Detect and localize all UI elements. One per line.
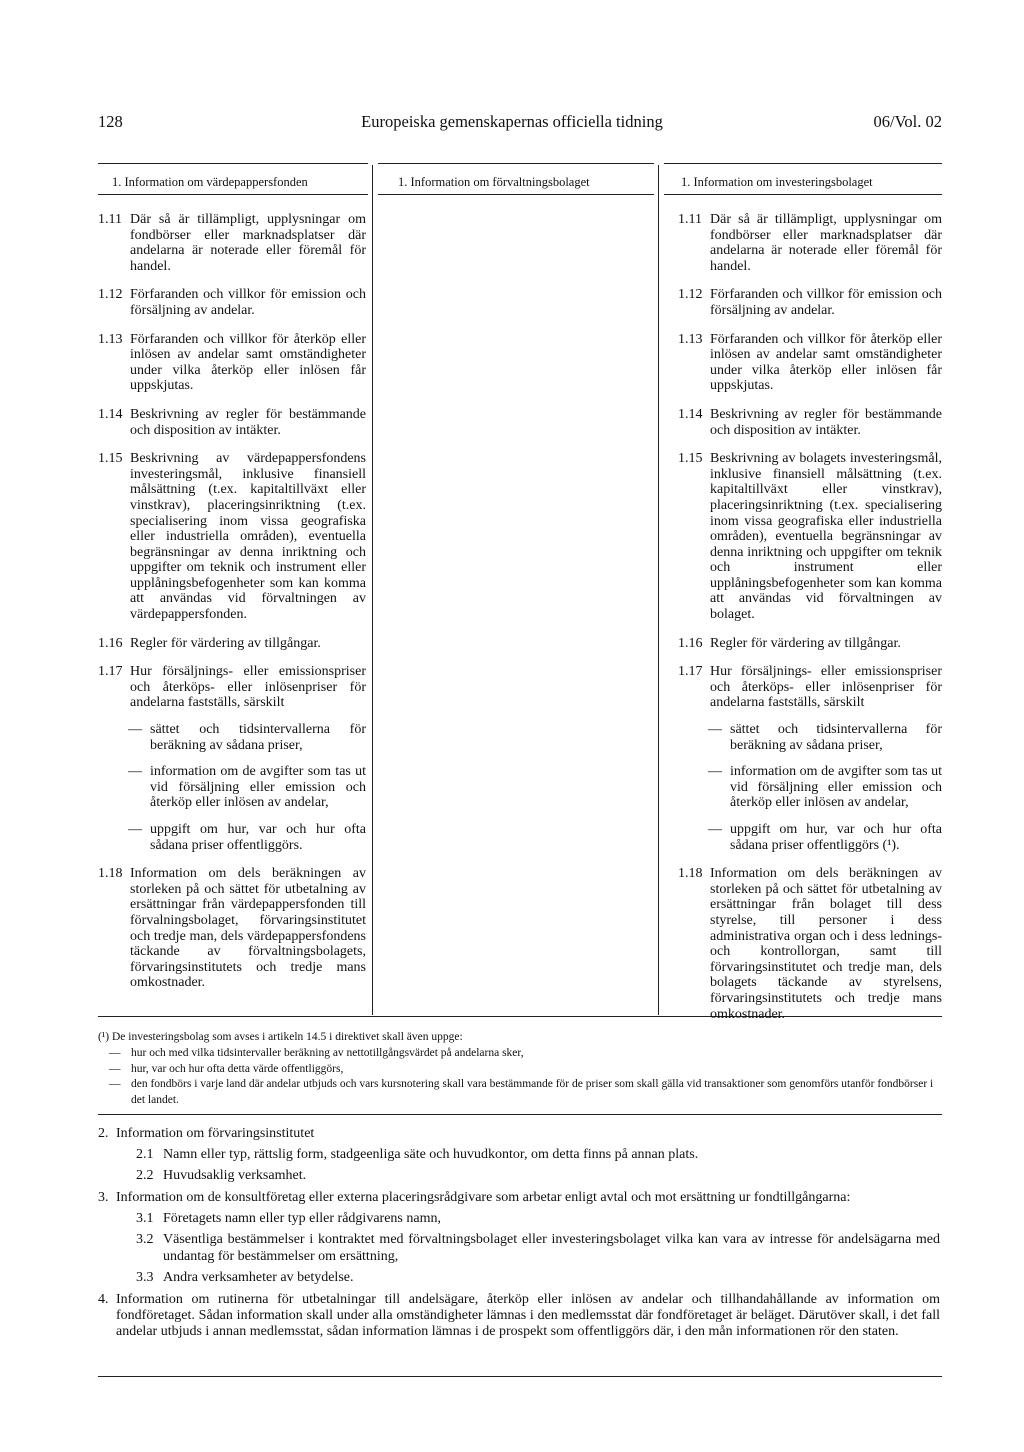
item-number: 1.16 [678, 635, 703, 651]
dash-item: — uppgift om hur, var och hur ofta sådana priser offentliggörs (¹). [710, 822, 942, 853]
section-title: Information om de konsultföretag eller externa placeringsrådgivare som arbetar enligt avtal och mot ersättning ur fondtillgångarna: [116, 1190, 851, 1206]
item-text: Information om dels beräkningen av storleken på och sättet för utbetalning av ersättningar från bolaget till dess styrelse, till personer i dess administrativa organ och i dess lednings- och kontrollorgan, samt till förvaringsinstitutet och tredje man, dels bolagets täckande av styrelsens, förvaringsinstitutets och tredje mans omkostnader. [710, 866, 942, 1022]
item-number: 1.13 [678, 331, 703, 347]
numbered-item [678, 212, 942, 274]
subsection-text: Huvudsaklig verksamhet. [163, 1168, 307, 1184]
item-text: Förfaranden och villkor för återköp eller inlösen av andelar samt omständigheter under vilka återköp eller inlösen får uppskjutas. [710, 331, 942, 394]
lower-sections [98, 1126, 940, 1346]
item-text: Regler för värdering av tillgångar. [130, 635, 321, 651]
item-text: Förfaranden och villkor för återköp eller inlösen av andelar samt omständigheter under vilka återköp eller inlösen får uppskjutas. [130, 331, 366, 394]
item-text: Förfaranden och villkor för emission och försäljning av andelar. [710, 287, 942, 318]
footnote-bottom-rule [98, 1114, 942, 1115]
column-heading-rule-middle [378, 194, 654, 195]
subsection-number: 2.2 [136, 1168, 154, 1184]
numbered-item [98, 451, 366, 623]
subsection-text: Namn eller typ, rättslig form, stadgeenliga säte och huvudkontor, om detta finns på annan plats. [163, 1147, 699, 1163]
item-number: 1.14 [678, 406, 703, 422]
numbered-item [678, 287, 942, 318]
item-number: 1.16 [98, 635, 123, 651]
right-column-heading: 1. Information om investeringsbolaget [681, 175, 873, 189]
header-rule-left [98, 163, 368, 164]
subsection-text: Väsentliga bestämmelser i kontraktet med förvaltningsbolaget eller investeringsbolaget vilka kan vara av intresse för andelsägarna med undantag för bestämmelser om ersättning, [163, 1232, 940, 1264]
section-number: 4. [98, 1291, 109, 1307]
journal-title: Europeiska gemenskapernas officiella tidning [361, 112, 663, 131]
item-text: Hur försäljnings- eller emissionspriser och återköps- eller inlösenpriser för andelarna fastställs, särskilt [710, 664, 942, 711]
numbered-item [678, 636, 942, 652]
footnote [98, 1030, 940, 1109]
section [98, 1126, 940, 1184]
item-number: 1.11 [678, 212, 702, 227]
section [98, 1292, 940, 1340]
column-heading-rule-left [98, 194, 368, 195]
subsection-text: Andra verksamheter av betydelse. [163, 1269, 354, 1285]
item-text: Där så är tillämpligt, upplysningar om fondbörser eller marknadsplatser där andelarna är noterade eller föremål för handel. [710, 212, 942, 274]
section-title: Information om rutinerna för utbetalningar till andelsägare, återköp eller inlösen av andelar och tillhandahållande av information om fondföretaget. Sådan information skall under alla omständigheter lämnas i den medlemsstat där fondföretaget är beläget. Därutöver skall, i det fall andelar utbjuds i annan medlemsstat, sådan information lämnas i de prospekt som offentliggörs där, i den mån informationen rör den staten. [116, 1291, 940, 1339]
item-text: Beskrivning av regler för bestämmande och disposition av intäkter. [130, 406, 366, 438]
numbered-item [98, 407, 366, 438]
volume-reference: 06/Vol. 02 [873, 112, 942, 131]
section-title: Information om förvaringsinstitutet [116, 1126, 315, 1141]
item-number: 1.18 [678, 866, 703, 882]
footnote-item: — hur, var och hur ofta detta värde offentliggörs, [109, 1062, 940, 1078]
column-divider-left [372, 165, 373, 1015]
item-text: Beskrivning av värdepappersfondens investeringsmål, inklusive finansiell målsättning (t.ex. kapitaltillväxt eller vinstkrav), placeringsinriktning (t.ex. specialisering inom vissa geografiska eller industriella områden), eventuella begränsningar av denna inriktning och uppgifter om teknik och instrument eller upplåningsbefogenheter som kan komma att användas vid förvaltningen av värdepappersfonden. [130, 451, 366, 623]
dash-item: — sättet och tidsintervallerna för beräkning av sådana priser, [710, 722, 942, 753]
subsection-number: 3.1 [136, 1211, 154, 1227]
header-rule-middle [378, 163, 654, 164]
item-number: 1.13 [98, 331, 123, 347]
item-text: Regler för värdering av tillgångar. [710, 635, 901, 651]
subsection [136, 1147, 940, 1163]
item-number: 1.18 [98, 866, 123, 882]
subsection [136, 1270, 940, 1286]
footnote-item: — den fondbörs i varje land där andelar utbjuds och vars kursnotering skall vara bestämmande för de priser som skall gälla vid transaktioner som genomförs utanför fondbörser i det landet. [109, 1077, 940, 1109]
item-text: Information om dels beräkningen av storleken på och sättet för utbetalning av ersättningar från värdepappersfonden till förvalningsbolaget, förvaringsinstitutet och tredje man, dels värdepappersfondens täckande av förvaltningsbolagets, förvaringsinstitutets och tredje mans omkostnader. [130, 866, 366, 991]
subsection [136, 1232, 940, 1264]
numbered-item [678, 451, 942, 623]
section-number: 2. [98, 1126, 109, 1141]
footnote-intro: (¹) De investeringsbolag som avses i artikeln 14.5 i direktivet skall även uppge: [98, 1031, 463, 1043]
item-number: 1.11 [98, 212, 122, 227]
section [98, 1190, 940, 1285]
column-heading-rule-right [664, 194, 942, 195]
subsection-number: 3.2 [136, 1232, 154, 1248]
footnote-item: — hur och med vilka tidsintervaller beräkning av nettotillgångsvärdet på andelarna sker, [109, 1046, 940, 1062]
item-number: 1.12 [98, 287, 123, 303]
item-text: Förfaranden och villkor för emission och försäljning av andelar. [130, 287, 366, 318]
numbered-item [678, 664, 942, 853]
item-number: 1.14 [98, 406, 123, 422]
item-text: Beskrivning av regler för bestämmande och disposition av intäkter. [710, 406, 942, 438]
left-column [98, 212, 366, 1004]
section-number: 3. [98, 1190, 109, 1206]
item-text: Hur försäljnings- eller emissionspriser och återköps- eller inlösenpriser för andelarna fastställs, särskilt [130, 664, 366, 711]
dash-item: — information om de avgifter som tas ut vid försäljning eller emission och återköp eller inlösen av andelar, [710, 764, 942, 811]
dash-item: — information om de avgifter som tas ut vid försäljning eller emission och återköp eller inlösen av andelar, [130, 764, 366, 811]
item-number: 1.12 [678, 287, 703, 303]
item-number: 1.17 [678, 664, 703, 680]
item-text: Där så är tillämpligt, upplysningar om fondbörser eller marknadsplatser där andelarna är noterade eller föremål för handel. [130, 212, 366, 274]
numbered-item [98, 636, 366, 652]
dash-item: — sättet och tidsintervallerna för beräkning av sådana priser, [130, 722, 366, 753]
page-bottom-rule [98, 1376, 942, 1377]
numbered-item [678, 332, 942, 394]
item-text: Beskrivning av bolagets investeringsmål, inklusive finansiell målsättning (t.ex. kapitaltillväxt eller vinstkrav), placeringsinriktning (t.ex. specialisering inom vissa geografiska eller industriella områden), eventuella begränsningar av denna inriktning och uppgifter om teknik och instrument eller upplåningsbefogenheter som kan komma att användas vid förvaltningen av bolaget. [710, 451, 942, 623]
column-divider-right [658, 165, 659, 1015]
item-number: 1.15 [678, 451, 703, 467]
subsection-text: Företagets namn eller typ eller rådgivarens namn, [163, 1211, 441, 1227]
middle-column-heading: 1. Information om förvaltningsbolaget [398, 175, 590, 189]
numbered-item [678, 407, 942, 438]
page-number: 128 [98, 112, 123, 131]
header-rule-right [664, 163, 942, 164]
item-number: 1.17 [98, 664, 123, 680]
subsection [136, 1168, 940, 1184]
item-number: 1.15 [98, 451, 123, 467]
numbered-item [98, 287, 366, 318]
subsection-number: 2.1 [136, 1147, 154, 1163]
subsection [136, 1211, 940, 1227]
left-column-heading: 1. Information om värdepappersfonden [112, 175, 308, 189]
numbered-item [98, 664, 366, 853]
numbered-item [98, 866, 366, 991]
right-column [678, 212, 942, 1035]
dash-item: — uppgift om hur, var och hur ofta sådana priser offentliggörs. [130, 822, 366, 853]
numbered-item [98, 332, 366, 394]
numbered-item [678, 866, 942, 1022]
numbered-item [98, 212, 366, 274]
subsection-number: 3.3 [136, 1269, 154, 1285]
